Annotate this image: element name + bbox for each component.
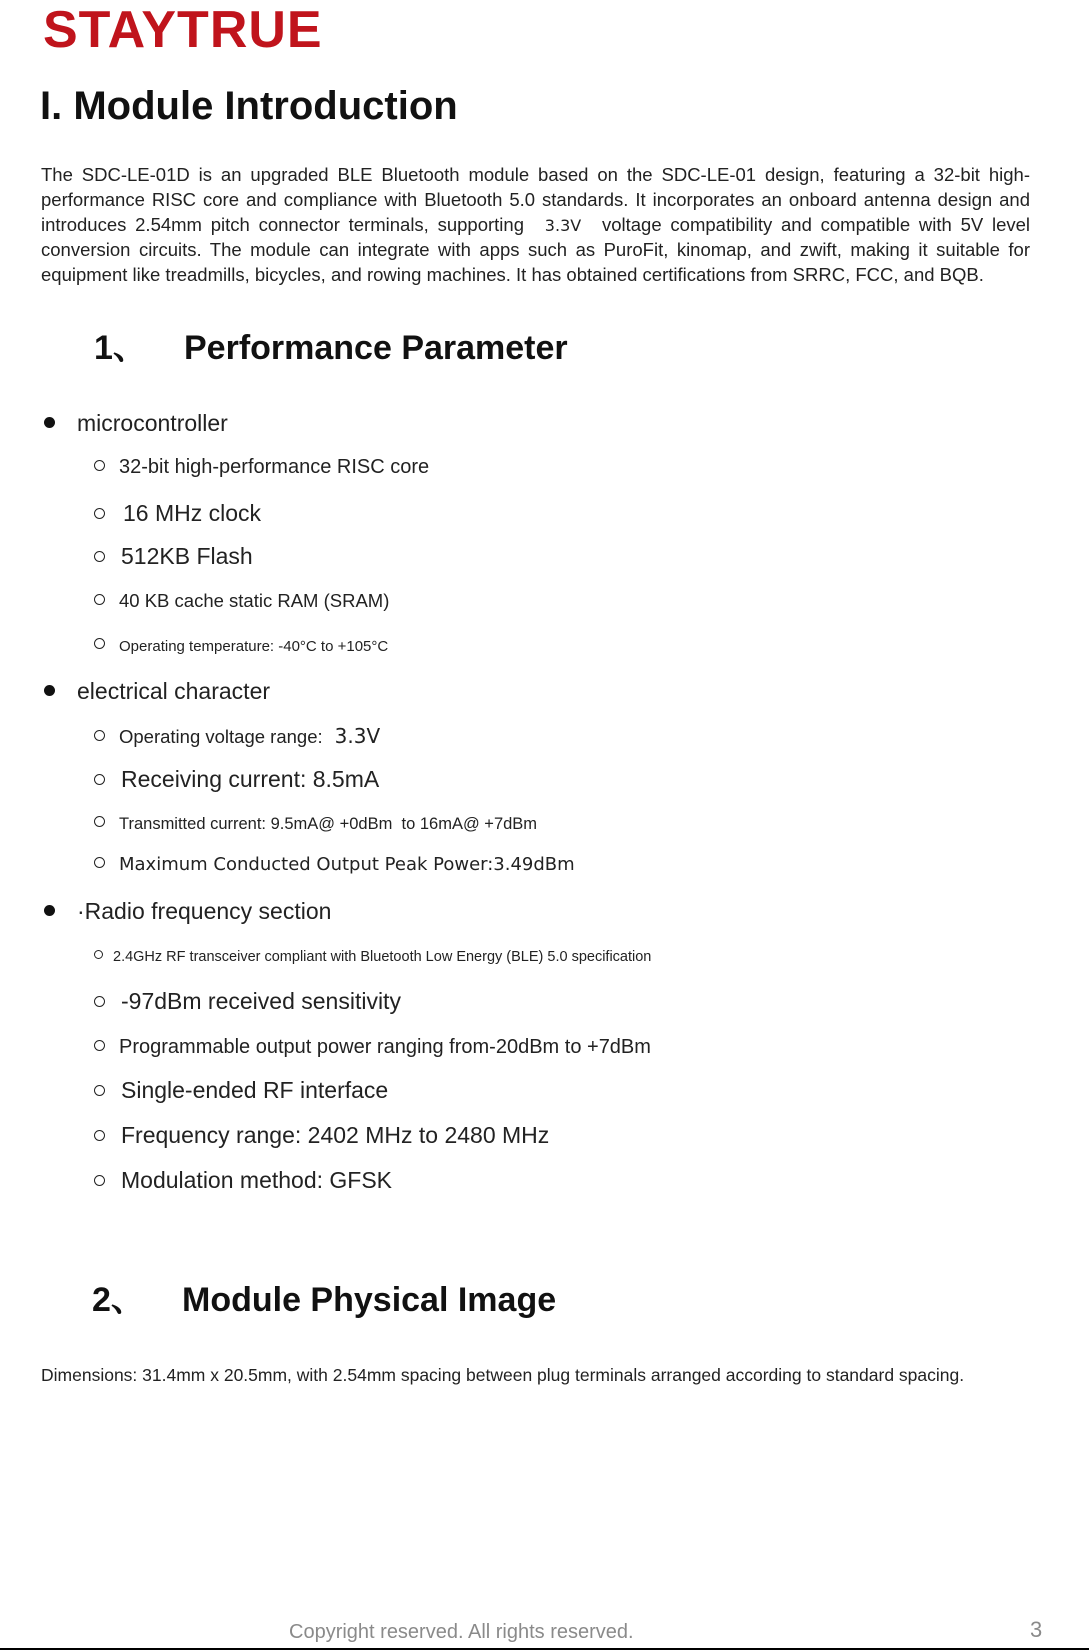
intro-voltage: 3.3V (544, 215, 582, 235)
section-title: Performance Parameter (184, 329, 568, 367)
list-item-text: Operating voltage range: (119, 726, 323, 747)
list-item (94, 1169, 392, 1192)
circle-bullet-icon (94, 730, 105, 741)
bullet-dot-icon (44, 685, 55, 696)
circle-bullet-icon (94, 508, 105, 519)
circle-bullet-icon (94, 1130, 105, 1141)
circle-bullet-icon (94, 638, 105, 649)
list-item-text: Single-ended RF interface (121, 1077, 389, 1103)
list-item-text: 16 MHz clock (123, 500, 262, 526)
circle-bullet-icon (94, 460, 105, 471)
list-item (94, 950, 651, 965)
page-number: 3 (1030, 1617, 1043, 1642)
list-item-text: Maximum Conducted Output Peak Power:3.49dBm (119, 854, 575, 875)
bullet-label: ·Radio frequency section (77, 898, 332, 924)
circle-bullet-icon (94, 551, 105, 562)
list-item-text: 512KB Flash (121, 543, 253, 569)
list-item (94, 816, 537, 833)
list-item-text: Receiving current: 8.5mA (121, 766, 380, 792)
list-item-text: 2.4GHz RF transceiver compliant with Bluetooth Low Energy (BLE) 5.0 specification (113, 949, 652, 965)
list-item-text: Transmitted current: 9.5mA@ +0dBm to 16mA@ +7dBm (119, 815, 538, 833)
list-item-text: Frequency range: 2402 MHz to 2480 MHz (121, 1122, 550, 1148)
list-item-text: 32-bit high-performance RISC core (119, 456, 430, 478)
intro-text-part2: voltage compatibility and compatible with 5V level conversion circuits. The module can integrate with apps such as PuroFit, kinomap, and zwift, making it suitable for equipment like treadmills, bicycles, and rowing machines. It has obtained certifications from SRRC, FCC, and BQB. (41, 213, 1031, 286)
bullet-microcontroller (44, 412, 228, 435)
list-item-text: Modulation method: GFSK (121, 1167, 393, 1193)
list-item (94, 990, 401, 1013)
section-number: 2、 (92, 1281, 145, 1319)
circle-bullet-icon (94, 996, 105, 1007)
circle-bullet-icon (94, 1040, 105, 1051)
list-item (94, 856, 575, 874)
section-title: Module Physical Image (182, 1281, 557, 1319)
circle-bullet-icon (94, 1085, 105, 1096)
section-heading-physical-image (92, 1283, 556, 1317)
circle-bullet-icon (94, 1175, 105, 1186)
intro-text-part1: The SDC-LE-01D is an upgraded BLE Bluetooth module based on the SDC-LE-01 design, featuring a 32-bit high-performance RISC core and compliance with Bluetooth 5.0 standards. It incorporates an onboard antenna design and introduces 2.54mm pitch connector terminals, supporting (41, 164, 1030, 235)
voltage-value: 3.3V (334, 724, 381, 748)
list-item (94, 1079, 388, 1102)
list-item (94, 1037, 651, 1057)
footer-copyright: Copyright reserved. All rights reserved. (289, 1621, 634, 1643)
section-heading-performance (94, 331, 568, 365)
list-item (94, 1124, 549, 1147)
circle-bullet-icon (94, 816, 105, 827)
bullet-electrical-character (44, 680, 270, 703)
bullet-dot-icon (44, 905, 55, 916)
circle-bullet-icon (94, 950, 103, 959)
bullet-label: electrical character (77, 678, 271, 704)
list-item-text: Operating temperature: -40°C to +105°C (119, 638, 389, 655)
list-item (94, 457, 429, 477)
list-item-text: -97dBm received sensitivity (121, 988, 401, 1014)
list-item-text: Programmable output power ranging from-20dBm to +7dBm (119, 1036, 651, 1058)
list-item (94, 592, 389, 611)
list-item (94, 545, 253, 568)
bullet-radio-frequency (44, 900, 331, 923)
list-item (94, 638, 388, 654)
dimensions-text: Dimensions: 31.4mm x 20.5mm, with 2.54mm spacing between plug terminals arranged according to standard spacing. (41, 1365, 965, 1385)
list-item-text: 40 KB cache static RAM (SRAM) (119, 590, 390, 611)
section-number: 1、 (94, 329, 147, 367)
list-item (94, 502, 261, 525)
list-item (94, 726, 380, 747)
brand-logo: STAYTRUE (43, 1, 323, 59)
intro-paragraph (41, 163, 1030, 288)
list-item (94, 768, 379, 791)
circle-bullet-icon (94, 857, 105, 868)
page-title: I. Module Introduction (40, 84, 458, 128)
circle-bullet-icon (94, 774, 105, 785)
bullet-dot-icon (44, 417, 55, 428)
bottom-divider (0, 1648, 1089, 1650)
bullet-label: microcontroller (77, 410, 228, 436)
circle-bullet-icon (94, 594, 105, 605)
